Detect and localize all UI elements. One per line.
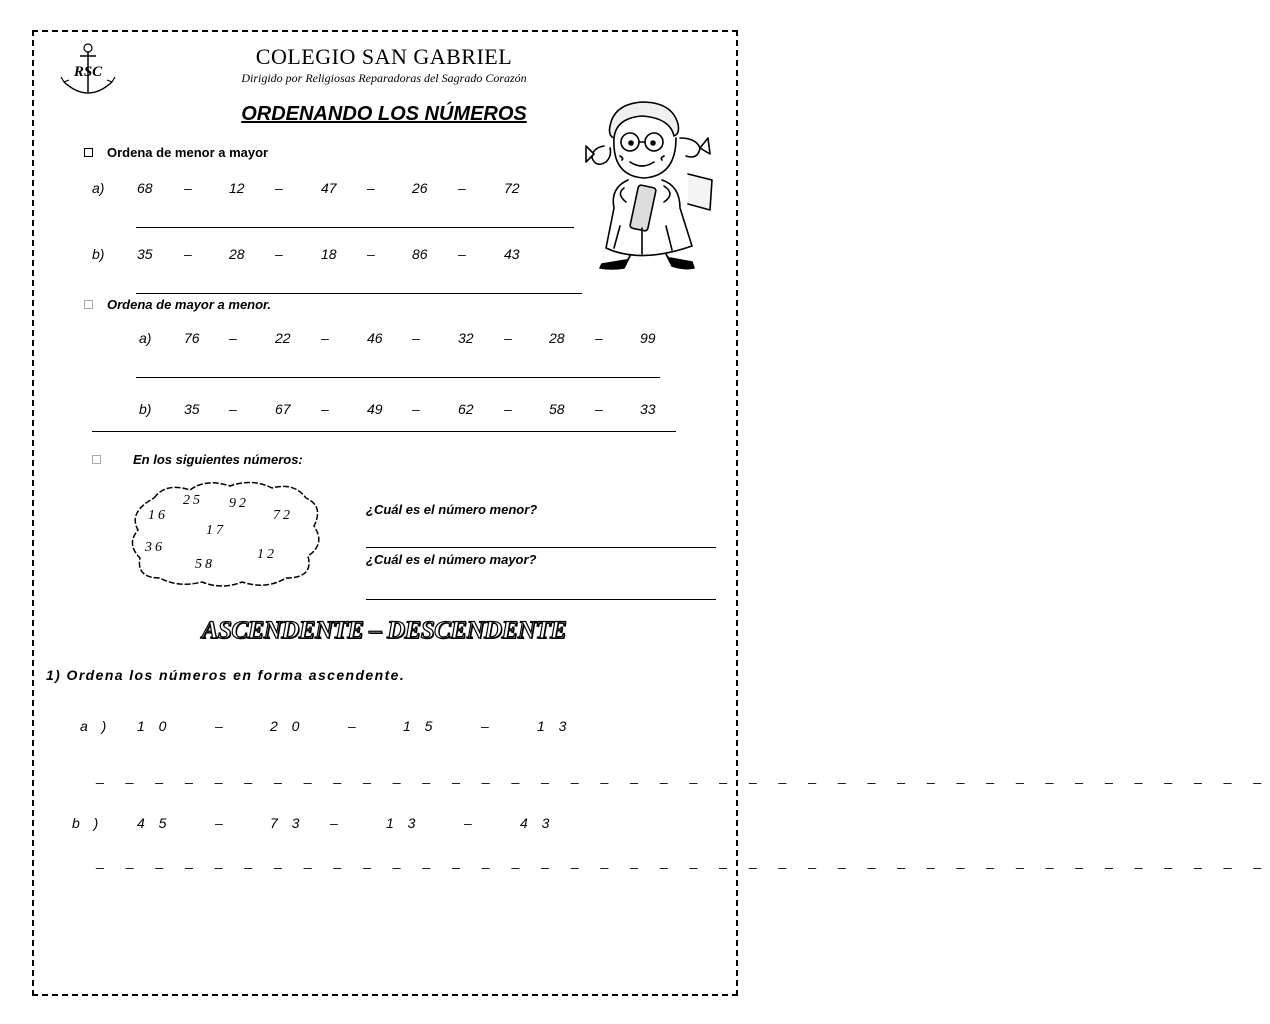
number: 32 (458, 330, 474, 346)
dash: – (229, 401, 237, 417)
number: 1 3 (537, 718, 572, 734)
number: 47 (321, 180, 337, 196)
number: 46 (367, 330, 383, 346)
number: 4 3 (520, 815, 555, 831)
number: 28 (549, 330, 565, 346)
dash: – (595, 401, 603, 417)
question-numero-menor: ¿Cuál es el número menor? (366, 502, 538, 517)
answer-line[interactable] (92, 431, 676, 432)
answer-line[interactable] (136, 227, 574, 228)
instruction-siguientes-numeros: En los siguientes números: (92, 452, 303, 467)
school-subtitle: Dirigido por Religiosas Reparadoras del Sagrado Corazón (241, 71, 527, 85)
checkbox-bullet-icon (84, 300, 93, 309)
dash: – (367, 246, 375, 262)
number: 62 (458, 401, 474, 417)
number: 1 3 (386, 815, 421, 831)
number: 26 (412, 180, 428, 196)
dash: – (367, 180, 375, 196)
dash: – (504, 401, 512, 417)
answer-line[interactable] (366, 599, 716, 600)
dash: – (595, 330, 603, 346)
number: 1 5 (403, 718, 438, 734)
dash: – (464, 815, 477, 831)
number: 12 (229, 180, 245, 196)
dash: – (215, 815, 228, 831)
number: 58 (549, 401, 565, 417)
instruction-mayor-a-menor: Ordena de mayor a menor. (84, 297, 271, 312)
dash: – (184, 246, 192, 262)
cloud-number: 72 (273, 508, 293, 523)
number: 1 0 (137, 718, 172, 734)
number: 28 (229, 246, 245, 262)
number: 76 (184, 330, 200, 346)
cloud-number: 16 (148, 508, 168, 523)
answer-line[interactable] (366, 547, 716, 548)
number: 67 (275, 401, 291, 417)
cloud-number: 25 (183, 493, 203, 508)
item-label: b ) (72, 815, 104, 831)
dash: – (412, 330, 420, 346)
number: 49 (367, 401, 383, 417)
answer-line[interactable] (136, 377, 660, 378)
number: 35 (137, 246, 153, 262)
number: 35 (184, 401, 200, 417)
item-label: b) (139, 401, 152, 417)
answer-line[interactable] (136, 293, 582, 294)
dash: – (458, 180, 466, 196)
instruction-menor-a-mayor: Ordena de menor a mayor (84, 145, 268, 160)
question-numero-mayor: ¿Cuál es el número mayor? (366, 552, 537, 567)
number: 2 0 (270, 718, 305, 734)
ascendente-descendente-banner: ASCENDENTE – DESCENDENTE (201, 617, 567, 644)
cloud-number: 12 (257, 547, 277, 562)
number: 4 5 (137, 815, 172, 831)
logo-text: RSC (73, 64, 103, 80)
dash: – (321, 401, 329, 417)
cloud-number: 92 (229, 496, 249, 511)
dash: – (458, 246, 466, 262)
number: 18 (321, 246, 337, 262)
cloud-number: 17 (206, 523, 226, 538)
number: 72 (504, 180, 520, 196)
dash: – (215, 718, 228, 734)
checkbox-bullet-icon (84, 148, 93, 157)
checkbox-bullet-icon (92, 455, 101, 464)
item-label: a ) (80, 718, 112, 734)
number: 68 (137, 180, 153, 196)
number: 43 (504, 246, 520, 262)
answer-dashes[interactable]: _ _ _ _ _ _ _ _ _ _ _ _ _ _ _ _ _ _ _ _ _ _ _ _ _ _ _ _ _ _ _ _ _ _ _ _ _ _ _ _ (96, 768, 1270, 784)
page-title: ORDENANDO LOS NÚMEROS (241, 103, 527, 125)
item-label: b) (92, 246, 105, 262)
number: 22 (275, 330, 291, 346)
dash: – (184, 180, 192, 196)
number: 33 (640, 401, 656, 417)
cloud-number: 58 (195, 557, 215, 572)
number-cloud (126, 478, 326, 590)
number: 86 (412, 246, 428, 262)
dash: – (275, 246, 283, 262)
dash: – (412, 401, 420, 417)
dash: – (330, 815, 343, 831)
item-label: a) (92, 180, 105, 196)
item-label: a) (139, 330, 152, 346)
dash: – (481, 718, 494, 734)
dash: – (275, 180, 283, 196)
answer-dashes[interactable]: _ _ _ _ _ _ _ _ _ _ _ _ _ _ _ _ _ _ _ _ _ _ _ _ _ _ _ _ _ _ _ _ _ _ _ _ _ _ _ _ (96, 853, 1270, 869)
cloud-number: 36 (145, 540, 165, 555)
task-instruction: 1) Ordena los números en forma ascendente. (46, 667, 406, 683)
dash: – (348, 718, 361, 734)
number: 99 (640, 330, 656, 346)
dash: – (504, 330, 512, 346)
girl-with-book-illustration (580, 98, 720, 274)
number: 7 3 (270, 815, 305, 831)
dash: – (229, 330, 237, 346)
school-name: COLEGIO SAN GABRIEL (255, 44, 513, 69)
dash: – (321, 330, 329, 346)
